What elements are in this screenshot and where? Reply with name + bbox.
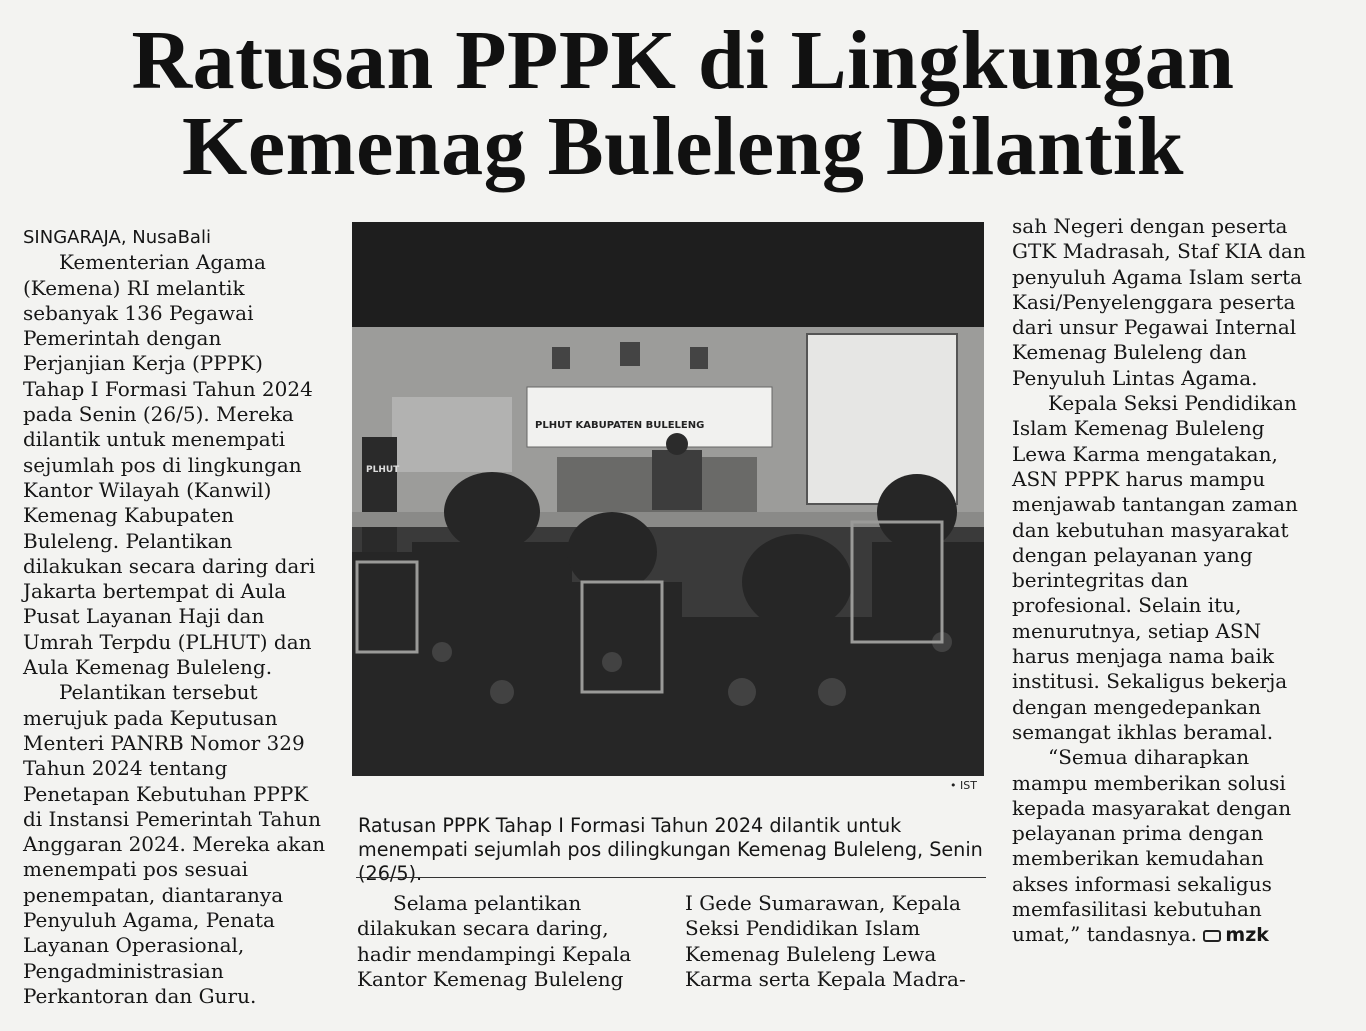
article-column-2: [357, 891, 662, 992]
frame-right: [690, 347, 708, 369]
article-column-4: [1012, 214, 1312, 949]
article-column-3: [685, 891, 980, 992]
news-photo: [352, 222, 984, 776]
paragraph-5: sah Negeri dengan peserta GTK Madrasah, Staf KIA dan penyuluh Agama Islam serta Kasi/Penyelenggara peserta dari unsur Pegawai Internal Kemenag Buleleng dan Penyuluh Lintas Agama.: [1012, 214, 1306, 390]
pen-icon: [1203, 930, 1221, 942]
headline-line-2: Kemenag Buleleng Dilantik: [182, 100, 1184, 193]
banner-text: PLHUT KABUPATEN BULELENG: [535, 420, 705, 431]
paragraph-3: Selama pelantikan dilakukan secara daring, hadir mendampingi Kepala Kantor Kemenag Buleleng: [357, 891, 632, 991]
podium: [362, 437, 397, 557]
frame-left: [552, 347, 570, 369]
paragraph-1: Kementerian Agama (Kemena) RI melantik sebanyak 136 Pegawai Pemerintah dengan Perjanjian Kerja (PPPK) Tahap I Formasi Tahun 2024 pada Senin (26/5). Mereka dilantik untuk menempati sejumlah pos di lingkungan Kantor Wilayah (Kanwil) Kemenag Kabupaten Buleleng. Pelantikan dilakukan secara daring dari Jakarta bertempat di Aula Pusat Layanan Haji dan Umrah Terpdu (PLHUT) dan Aula Kemenag Buleleng.: [23, 250, 316, 680]
stage-banner: [527, 387, 772, 447]
photo-credit: • IST: [950, 779, 977, 792]
paragraph-7: [1012, 745, 1312, 948]
quote-text: “Semua diharapkan mampu memberikan solusi kepada masyarakat dengan pelayanan prima dengan memberikan kemudahan akses informasi sekaligus memfasilitasi kebutuhan umat,” tandasnya.: [1012, 745, 1292, 947]
caption-divider: [356, 877, 986, 878]
headline-line-1: Ratusan PPPK di Lingkungan: [131, 14, 1235, 107]
dateline: SINGARAJA, NusaBali: [23, 227, 211, 248]
paragraph-2: Pelantikan tersebut merujuk pada Keputusan Menteri PANRB Nomor 329 Tahun 2024 tentang Penetapan Kebutuhan PPPK di Instansi Pemerintah Tahun Anggaran 2024. Mereka akan menempati pos sesuai penempatan, diantaranya Penyuluh Agama, Penata Layanan Operasional, Pengadministrasian Perkantoran dan Guru.: [23, 680, 326, 1008]
podium-text: PLHUT: [366, 465, 400, 475]
paragraph-4: I Gede Sumarawan, Kepala Seksi Pendidikan Islam Kemenag Buleleng Lewa Karma serta Kepala Madra-: [685, 891, 966, 991]
photo-caption: Ratusan PPPK Tahap I Formasi Tahun 2024 dilantik untuk menempati sejumlah pos dilingkungan Kemenag Buleleng, Senin (26/5).: [358, 814, 983, 886]
author-signature: mzk: [1225, 924, 1269, 947]
headline: [0, 14, 1366, 193]
paragraph-6: Kepala Seksi Pendidikan Islam Kemenag Buleleng Lewa Karma mengatakan, ASN PPPK harus mampu menjawab tantangan zaman dan kebutuhan masyarakat dengan pelayanan yang berintegritas dan profesional. Selain itu, menurutnya, setiap ASN harus menjaga nama baik institusi. Sekaligus bekerja dengan mengedepankan semangat ikhlas beramal.: [1012, 391, 1298, 744]
article-column-1: [23, 225, 328, 1009]
speaker: [652, 450, 702, 510]
frame-middle: [620, 342, 640, 366]
